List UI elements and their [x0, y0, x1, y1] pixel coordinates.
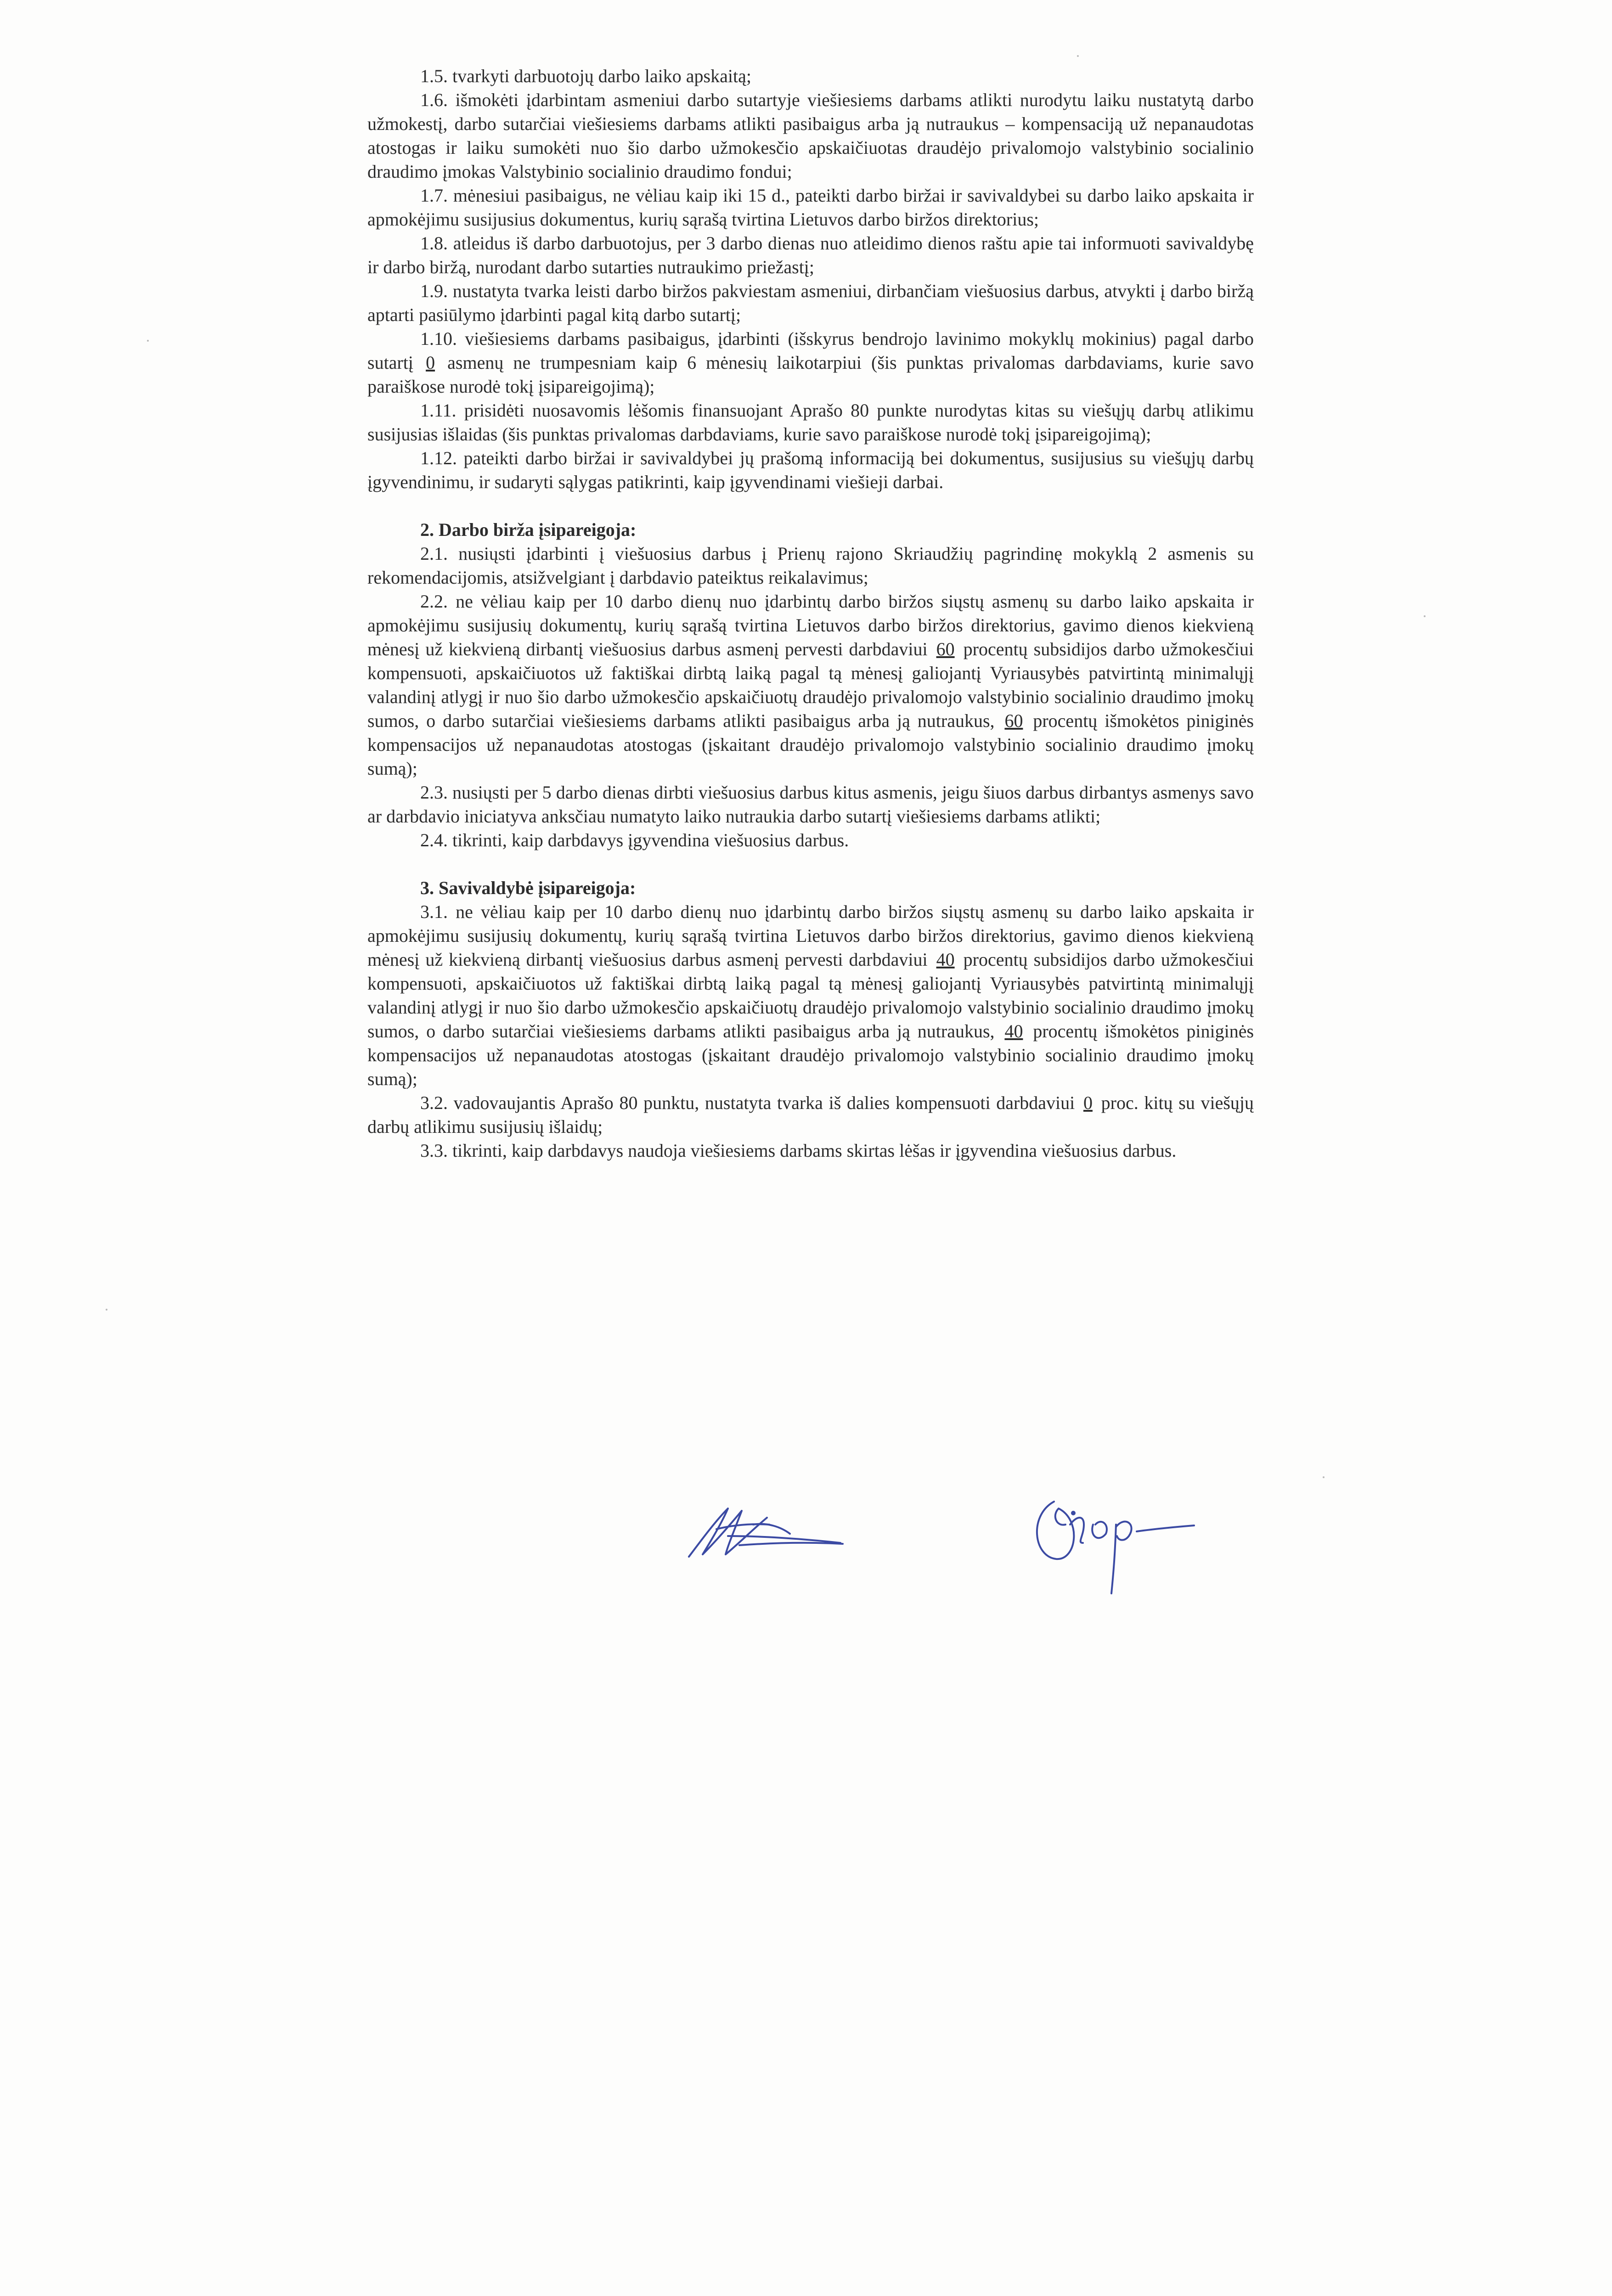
- fill-in-subsidy-percent: 60: [936, 639, 955, 659]
- clause-3-1-text-end: procentų išmokėtos piniginės kompensacijos už nepanaudotas atostogas (įskaitant draudėjo privalomojo valstybinio socialinio draudimo įmokų sumą);: [367, 1021, 1254, 1089]
- clause-1-11: 1.11. prisidėti nuosavomis lėšomis finansuojant Aprašo 80 punkte nurodytas kitas su viešųjų darbų atlikimu susijusias išlaidas (šis punktas privalomas darbdaviams, kurie savo paraiškose nurodė tokį įsipareigojimą);: [367, 400, 1254, 445]
- clause-1-5: 1.5. tvarkyti darbuotojų darbo laiko apskaitą;: [420, 66, 751, 86]
- clause-2-2-text-mid: procentų subsidijos darbo užmokesčiui kompensuoti, apskaičiuotos už faktiškai dirbtą laiką pagal tą mėnesį galiojantį Vyriausybės patvirtintą minimalųjį valandinį atlygį ir nuo šio darbo užmokesčio apskaičiuotų draudėjo privalomojo valstybinio socialinio draudimo įmokų sumos, o darbo sutarčiai viešiesiems darbams atlikti pasibaigus arba ją nutraukus,: [367, 639, 1254, 731]
- clause-1-6: 1.6. išmokėti įdarbintam asmeniui darbo sutartyje viešiesiems darbams atlikti nurodytu laiku nustatytą darbo užmokestį, darbo sutarčiai viešiesiems darbams atlikti pasibaigus arba ją nutraukus – kompensaciją už nepanaudotas atostogas ir laiku sumokėti nuo šio darbo užmokesčio apskaičiuotas draudėjo privalomojo valstybinio socialinio draudimo įmokas Valstybinio socialinio draudimo fondui;: [367, 90, 1254, 182]
- clause-2-2: [367, 590, 1254, 781]
- clause-3-1-text: 3.1. ne vėliau kaip per 10 darbo dienų nuo įdarbintų darbo biržos siųstų asmenų su darbo laiko apskaita ir apmokėjimu susijusių dokumentų, kurių sąrašą tvirtina Lietuvos darbo biržos direktorius, gavimo dienos kiekvieną mėnesį už kiekvieną dirbantį viešuosius darbus asmenį pervesti darbdaviui: [367, 901, 1254, 970]
- clause-1-8: 1.8. atleidus iš darbo darbuotojus, per 3 darbo dienas nuo atleidimo dienos raštu apie tai informuoti savivaldybę ir darbo biržą, nurodant darbo sutarties nutraukimo priežastį;: [367, 233, 1254, 277]
- document-body: [367, 64, 1254, 1163]
- clause-2-1: 2.1. nusiųsti įdarbinti į viešuosius darbus į Prienų rajono Skriaudžių pagrindinę mokyklą 2 asmenis su rekomendacijomis, atsižvelgiant į darbdavio pateiktus reikalavimus;: [367, 543, 1254, 588]
- fill-in-persons-count: 0: [426, 352, 435, 373]
- clause-1-10-text-end: asmenų ne trumpesniam kaip 6 mėnesių laikotarpiui (šis punktas privalomas darbdaviams, kurie savo paraiškose nurodė tokį įsipareigojimą);: [367, 352, 1254, 397]
- clause-3-2-text: 3.2. vadovaujantis Aprašo 80 punktu, nustatyta tvarka iš dalies kompensuoti darbdaviui: [420, 1092, 1075, 1113]
- clause-3-1-text-mid: procentų subsidijos darbo užmokesčiui kompensuoti, apskaičiuotos už faktiškai dirbtą laiką pagal tą mėnesį galiojantį Vyriausybės patvirtintą minimalųjį valandinį atlygį ir nuo šio darbo užmokesčio apskaičiuotų draudėjo privalomojo valstybinio socialinio draudimo įmokų sumos, o darbo sutarčiai viešiesiems darbams atlikti pasibaigus arba ją nutraukus,: [367, 949, 1254, 1041]
- clause-1-10: [367, 327, 1254, 399]
- section-3-heading: 3. Savivaldybė įsipareigoja:: [420, 878, 636, 898]
- clause-2-2-text: 2.2. ne vėliau kaip per 10 darbo dienų nuo įdarbintų darbo biržos siųstų asmenų su darbo laiko apskaita ir apmokėjimu susijusių dokumentų, kurių sąrašą tvirtina Lietuvos darbo biržos direktorius, gavimo dienos kiekvieną mėnesį už kiekvieną dirbantį viešuosius darbus asmenį pervesti darbdaviui: [367, 591, 1254, 659]
- scan-speck: [106, 1309, 107, 1311]
- scan-speck: [147, 340, 149, 342]
- clause-2-4: 2.4. tikrinti, kaip darbdavys įgyvendina viešuosius darbus.: [420, 830, 849, 850]
- clause-2-2-text-end: procentų išmokėtos piniginės kompensacijos už nepanaudotas atostogas (įskaitant draudėjo privalomojo valstybinio socialinio draudimo įmokų sumą);: [367, 710, 1254, 779]
- fill-in-compensation-percent: 40: [1004, 1021, 1023, 1041]
- scan-speck: [1424, 615, 1426, 617]
- clause-3-2-text-end: proc. kitų su viešųjų darbų atlikimu susijusių išlaidų;: [367, 1092, 1254, 1137]
- clause-1-9: 1.9. nustatyta tvarka leisti darbo biržos pakviestam asmeniui, dirbančiam viešuosius darbus, atvykti į darbo biržą aptarti pasiūlymo įdarbinti pagal kitą darbo sutartį;: [367, 281, 1254, 325]
- clause-1-10-text: 1.10. viešiesiems darbams pasibaigus, įdarbinti (išskyrus bendrojo lavinimo mokyklų mokinius) pagal darbo sutartį: [367, 328, 1254, 373]
- scan-speck: [1323, 1476, 1325, 1478]
- clause-3-2: [367, 1091, 1254, 1139]
- clause-3-1: [367, 900, 1254, 1091]
- clause-2-3: 2.3. nusiųsti per 5 darbo dienas dirbti viešuosius darbus kitus asmenis, jeigu šiuos darbus dirbantys asmenys savo ar darbdavio iniciatyva anksčiau numatyto laiko nutraukia darbo sutartį viešiesiems darbams atlikti;: [367, 782, 1254, 827]
- clause-1-7: 1.7. mėnesiui pasibaigus, ne vėliau kaip iki 15 d., pateikti darbo biržai ir savivaldybei su darbo laiko apskaita ir apmokėjimu susijusius dokumentus, kurių sąrašą tvirtina Lietuvos darbo biržos direktorius;: [367, 185, 1254, 230]
- scan-speck: [1077, 55, 1079, 57]
- fill-in-subsidy-percent: 40: [936, 949, 955, 970]
- clause-1-12: 1.12. pateikti darbo biržai ir savivaldybei jų prašomą informaciją bei dokumentus, susijusius su viešųjų darbų įgyvendinimu, ir sudaryti sąlygas patikrinti, kaip įgyvendinami viešieji darbai.: [367, 448, 1254, 492]
- fill-in-compensation-percent: 60: [1004, 710, 1023, 731]
- fill-in-expense-percent: 0: [1083, 1092, 1093, 1113]
- signature-right-icon: [1037, 1502, 1194, 1593]
- signature-left-icon: [689, 1508, 843, 1557]
- section-2-heading: 2. Darbo birža įsipareigoja:: [420, 519, 637, 540]
- clause-3-3: 3.3. tikrinti, kaip darbdavys naudoja viešiesiems darbams skirtas lėšas ir įgyvendina viešuosius darbus.: [420, 1140, 1177, 1161]
